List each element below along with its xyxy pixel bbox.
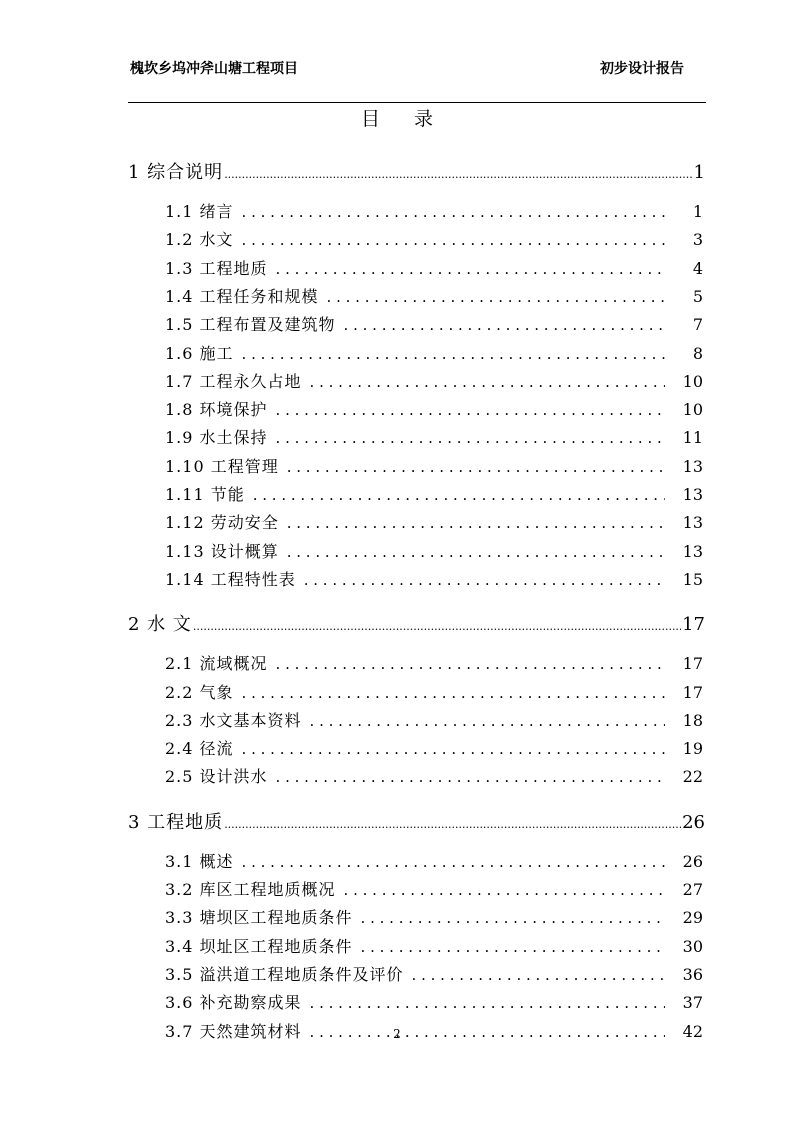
toc-entry-label: 1.10 工程管理: [165, 456, 279, 476]
toc-entry-label: 3 工程地质: [128, 811, 224, 833]
toc-entry-label: 1.1 绪言: [165, 202, 234, 221]
toc-entry-page: 26: [682, 851, 703, 871]
toc-entry-page: 13: [682, 485, 703, 504]
toc-entry-page: 30: [682, 936, 703, 956]
toc-section-entry[interactable]: [165, 312, 703, 335]
toc-entry-label: 3.7 天然建筑材料: [165, 1021, 302, 1041]
toc-section-entry[interactable]: [165, 934, 703, 957]
toc-chapter-entry[interactable]: [128, 808, 705, 834]
toc-leader-dots: [193, 620, 681, 633]
toc-leader-dots: [276, 655, 665, 673]
toc-entry-label: 2.5 设计洪水: [165, 767, 268, 787]
toc-leader-dots: [310, 994, 665, 1012]
toc-section-entry[interactable]: [165, 764, 703, 787]
toc-entry-label: 1.7 工程永久占地: [165, 371, 302, 391]
toc-section-entry[interactable]: [165, 482, 703, 505]
toc-leader-dots: [344, 881, 665, 899]
toc-leader-dots: [310, 373, 665, 391]
toc-entry-label: 1.5 工程布置及建筑物: [165, 315, 336, 335]
toc-entry-page: 7: [692, 315, 703, 335]
toc-entry-label: 2 水 文: [128, 614, 192, 636]
header-report-type: 初步设计报告: [600, 61, 684, 77]
toc-entry-label: 3.1 概述: [165, 851, 234, 871]
toc-section-entry[interactable]: [165, 369, 703, 392]
toc-leader-dots: [361, 909, 665, 927]
toc-entry-label: 3.2 库区工程地质概况: [165, 880, 336, 899]
toc-leader-dots: [242, 740, 665, 758]
toc-entry-label: 1.14 工程特性表: [165, 569, 296, 589]
toc-leader-dots: [276, 429, 665, 447]
toc-leader-dots: [287, 514, 665, 532]
toc-entry-page: 10: [682, 371, 703, 391]
toc-leader-dots: [276, 401, 665, 419]
toc-entry-page: 10: [682, 400, 703, 420]
toc-entry-page: 42: [682, 1021, 703, 1041]
toc-leader-dots: [412, 966, 665, 984]
toc-leader-dots: [242, 853, 665, 871]
toc-entry-label: 1.13 设计概算: [165, 541, 279, 561]
toc-entry-page: 13: [682, 513, 703, 533]
toc-section-entry[interactable]: [165, 284, 703, 307]
toc-section-entry[interactable]: [165, 736, 703, 759]
toc-leader-dots: [361, 938, 665, 956]
toc-section-entry[interactable]: [165, 905, 703, 928]
toc-section-entry[interactable]: [165, 962, 703, 985]
toc-entry-page: 17: [682, 682, 703, 702]
toc-entry-page: 8: [692, 343, 703, 363]
toc-entry-label: 1.8 环境保护: [165, 400, 268, 420]
toc-section-entry[interactable]: [165, 877, 703, 900]
toc-entry-label: 1.6 施工: [165, 343, 234, 363]
toc-entry-page: 27: [682, 880, 703, 899]
toc-leader-dots: [242, 203, 665, 221]
header-project-name: 槐坎乡坞冲斧山塘工程项目: [130, 61, 298, 77]
toc-section-entry[interactable]: [165, 651, 703, 674]
toc-entry-page: 36: [682, 964, 703, 984]
toc-leader-dots: [242, 231, 665, 249]
toc-chapter-entry[interactable]: [128, 158, 705, 184]
toc-entry-label: 1.9 水土保持: [165, 428, 268, 448]
toc-leader-dots: [242, 684, 665, 702]
toc-entry-label: 3.5 溢洪道工程地质条件及评价: [165, 964, 404, 984]
toc-entry-page: 13: [682, 456, 703, 476]
toc-leader-dots: [276, 260, 665, 278]
toc-entry-label: 3.4 坝址区工程地质条件: [165, 936, 353, 956]
toc-section-entry[interactable]: [165, 199, 703, 222]
toc-leader-dots: [344, 316, 665, 334]
toc-section-entry[interactable]: [165, 397, 703, 420]
toc-leader-dots: [242, 345, 665, 363]
toc-section-entry[interactable]: [165, 708, 703, 731]
toc-leader-dots: [224, 818, 681, 831]
toc-entry-page: 29: [682, 908, 703, 928]
toc-entry-label: 2.2 气象: [165, 682, 234, 702]
page-number: 2: [393, 1027, 401, 1041]
toc-section-entry[interactable]: [165, 567, 703, 590]
toc-section-entry[interactable]: [165, 539, 703, 562]
toc-entry-page: 17: [682, 654, 703, 674]
toc-entry-label: 2.1 流域概况: [165, 654, 268, 674]
toc-leader-dots: [224, 168, 692, 181]
toc-section-entry[interactable]: [165, 425, 703, 448]
toc-leader-dots: [276, 768, 665, 786]
toc-section-entry[interactable]: [165, 510, 703, 533]
toc-leader-dots: [287, 543, 665, 561]
toc-entry-label: 2.3 水文基本资料: [165, 710, 302, 730]
toc-entry-label: 1.12 劳动安全: [165, 513, 279, 533]
toc-section-entry[interactable]: [165, 990, 703, 1013]
toc-leader-dots: [310, 712, 665, 730]
toc-entry-label: 3.6 补充勘察成果: [165, 993, 302, 1013]
toc-entry-page: 18: [682, 710, 703, 730]
toc-entry-label: 3.3 塘坝区工程地质条件: [165, 908, 353, 928]
toc-leader-dots: [327, 288, 665, 306]
toc-entry-label: 1.2 水文: [165, 230, 234, 250]
toc-entry-label: 1.3 工程地质: [165, 258, 268, 278]
toc-entry-page: 1: [692, 202, 703, 221]
toc-section-entry[interactable]: [165, 454, 703, 477]
toc-entry-page: 19: [682, 739, 703, 759]
toc-entry-label: 1 综合说明: [128, 162, 224, 183]
toc-entry-page: 22: [682, 767, 703, 787]
toc-section-entry[interactable]: [165, 227, 703, 250]
toc-entry-label: 2.4 径流: [165, 739, 234, 759]
toc-entry-page: 1: [693, 162, 705, 183]
toc-entry-page: 3: [692, 230, 703, 250]
toc-section-entry[interactable]: [165, 341, 703, 364]
toc-leader-dots: [253, 486, 665, 504]
toc-entry-page: 26: [682, 811, 705, 833]
toc-entry-page: 5: [692, 286, 703, 306]
toc-section-entry[interactable]: [165, 256, 703, 279]
toc-entry-label: 1.4 工程任务和规模: [165, 286, 319, 306]
toc-leader-dots: [304, 571, 665, 589]
toc-entry-label: 1.11 节能: [165, 485, 245, 504]
toc-title: 目录: [360, 108, 467, 130]
toc-entry-page: 4: [692, 258, 703, 278]
toc-section-entry[interactable]: [165, 680, 703, 703]
toc-entry-page: 17: [682, 614, 705, 636]
toc-entry-page: 13: [682, 541, 703, 561]
toc-section-entry[interactable]: [165, 849, 703, 872]
toc-entry-page: 11: [682, 428, 703, 448]
toc-entry-page: 15: [682, 569, 703, 589]
toc-entry-page: 37: [682, 993, 703, 1013]
toc-chapter-entry[interactable]: [128, 610, 705, 636]
toc-leader-dots: [287, 458, 665, 476]
